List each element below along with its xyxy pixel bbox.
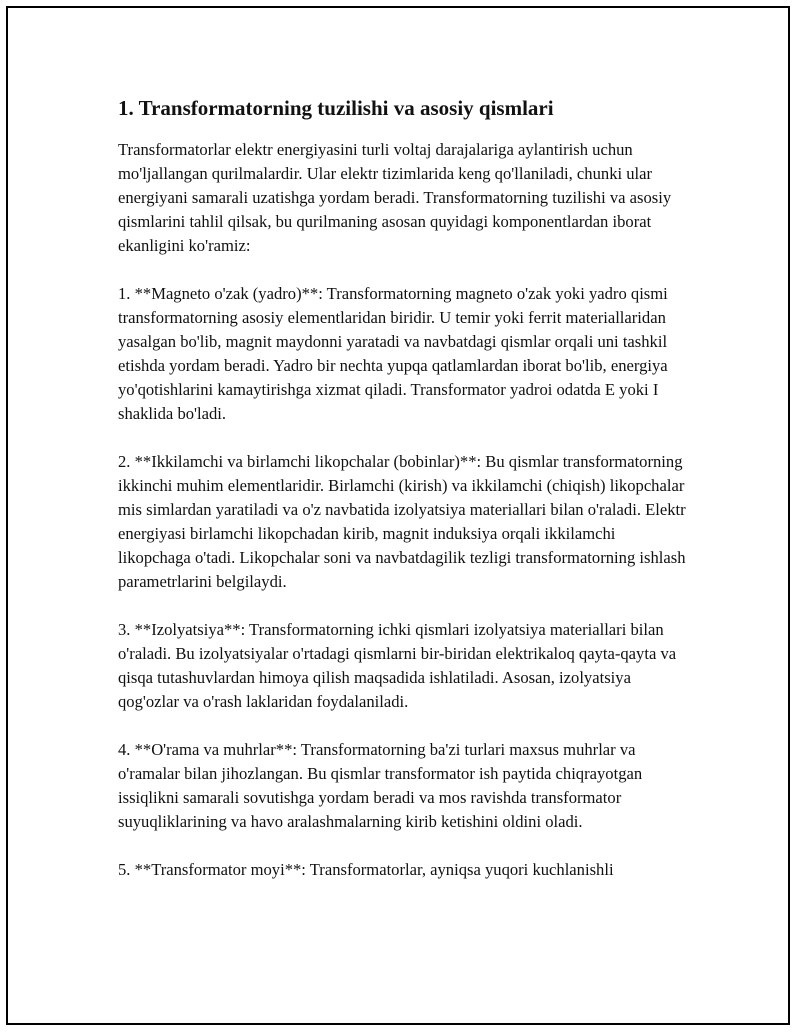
document-body: [118, 94, 690, 906]
paragraph-insulation: 3. **Izolyatsiya**: Transformatorning ichki qismlari izolyatsiya materiallari bilan o'raladi. Bu izolyatsiyalar o'rtadagi qismlarni bir-biridan elektrikaloq qayta-qayta va qisqa tutashuvlardan himoya qilish maqsadida ishlatiladi. Asosan, izolyatsiya qog'ozlar va o'rash laklaridan foydalaniladi.: [118, 620, 677, 711]
paragraph-seals: 4. **O'rama va muhrlar**: Transformatorning ba'zi turlari maxsus muhrlar va o'ramalar bilan jihozlangan. Bu qismlar transformator ish paytida chiqrayotgan issiqlikni samarali sovutishga yordam beradi va mos ravishda transformator suyuqliklarining va havo aralashmalarning kirib ketishini oldini oladi.: [118, 740, 643, 831]
paragraph-transformer-oil: 5. **Transformator moyi**: Transformatorlar, ayniqsa yuqori kuchlanishli: [118, 860, 614, 879]
section-heading: 1. Transformatorning tuzilishi va asosiy qismlari: [118, 96, 554, 120]
paragraph-magnetic-core: 1. **Magneto o'zak (yadro)**: Transformatorning magneto o'zak yoki yadro qismi transformatorning asosiy elementlaridan biridir. U temir yoki ferrit materiallaridan yasalgan bo'lib, magnit maydonni yaratadi va navbatdagi qismlar orqali uni tashkil etishda yordam beradi. Yadro bir nechta yupqa qatlamlardan iborat bo'lib, energiya yo'qotishlarini kamaytirishga xizmat qiladi. Transformator yadroi odatda E yoki I shaklida bo'ladi.: [118, 284, 668, 423]
intro-paragraph: Transformatorlar elektr energiyasini turli voltaj darajalariga aylantirish uchun mo'ljallangan qurilmalardir. Ular elektr tizimlarida keng qo'llaniladi, chunki ular energiyani samarali uzatishga yordam beradi. Transformatorning tuzilishi va asosiy qismlarini tahlil qilsak, bu qurilmaning asosan quyidagi komponentlardan iborat ekanligini ko'ramiz:: [118, 140, 672, 255]
paragraph-windings: 2. **Ikkilamchi va birlamchi likopchalar (bobinlar)**: Bu qismlar transformatorning ikkinchi muhim elementlaridir. Birlamchi (kirish) va ikkilamchi (chiqish) likopchalar mis simlardan yaratiladi va o'z navbatida izolyatsiya materiallari bilan o'raladi. Elektr energiyasi birlamchi likopchadan kirib, magnit induksiya orqali ikkilamchi likopchaga o'tadi. Likopchalar soni va navbatdagilik tezligi transformatorning ishlash parametrlarini belgilaydi.: [118, 452, 686, 591]
